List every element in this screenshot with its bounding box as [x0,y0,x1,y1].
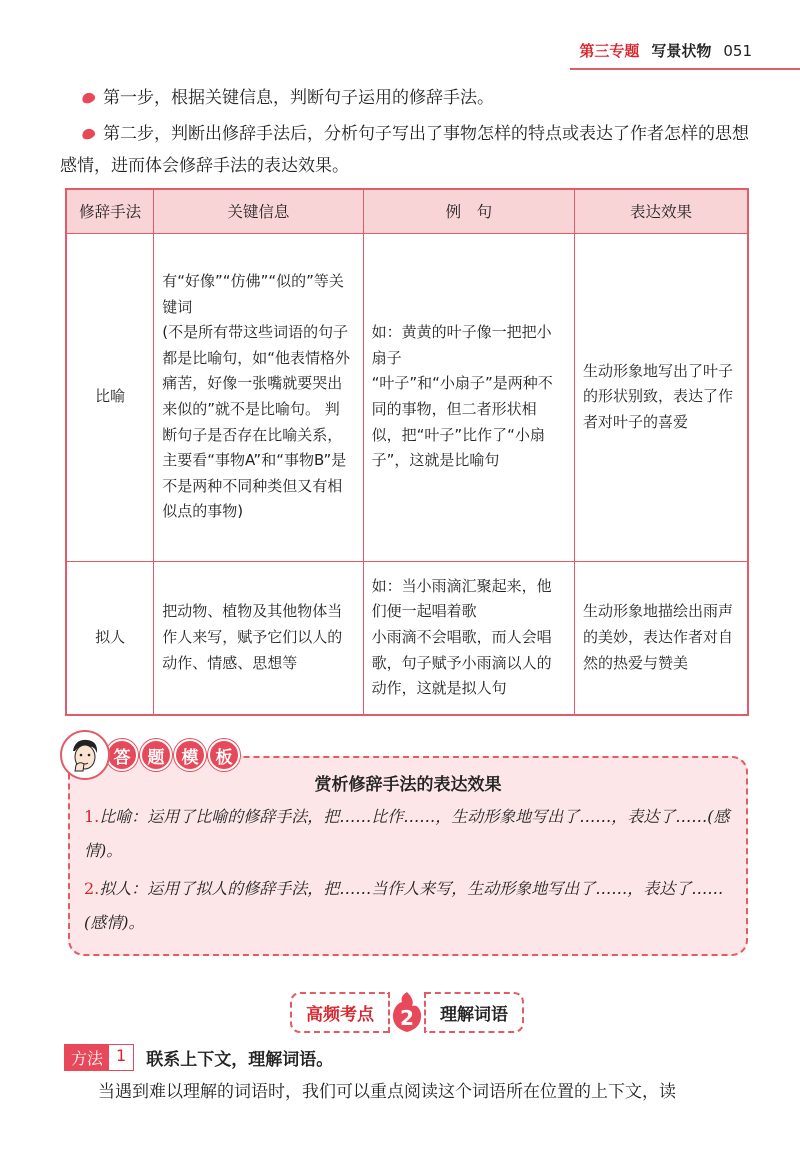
key-info-cell: 把动物、植物及其他物体当作人来写，赋予它们以人的动作、情感、思想等 [154,561,363,715]
item-text: 比喻：运用了比喻的修辞手法，把……比作……，生动形象地写出了……，表达了……(感情)。 [84,807,730,860]
table-row [66,233,748,561]
column-header: 表达效果 [575,189,748,233]
flame-number-icon [388,990,426,1034]
table-header-row [66,189,748,233]
step-1-text: 第一步，根据关键信息，判断句子运用的修辞手法。 [103,88,494,108]
badge-char: 答 [106,739,138,771]
topic-label: 第三专题 [579,42,640,60]
template-item [84,872,738,940]
method-label: 方法 [65,1045,109,1070]
thinking-boy-icon [60,730,110,780]
keypoint-number: 2 [400,1006,414,1030]
method-number: 1 [109,1045,133,1070]
item-number: 1. [84,807,100,826]
page-number: 051 [723,42,752,60]
item-number: 2. [84,879,100,898]
column-header: 修辞手法 [66,189,154,233]
item-text: 拟人：运用了拟人的修辞手法，把……当作人来写，生动形象地写出了……，表达了……(感情)。 [84,879,724,932]
step-2 [60,118,750,182]
leaf-bullet-icon [81,91,97,105]
leaf-bullet-icon [81,127,97,141]
method-description: 当遇到难以理解的词语时，我们可以重点阅读这个词语所在位置的上下文，读 [98,1082,676,1102]
page-header [579,40,752,61]
key-info-cell: 有“好像”“仿佛”“似的”等关键词 (不是所有带这些词语的句子都是比喻句，如“他表情格外痛苦，好像一张嘴就要哭出来似的”就不是比喻句。 判断句子是否存在比喻关系，主要看“事物A”和“事物B”是不是两种不同种类但又有相似点的事物) [154,233,363,561]
example-cell: 如：当小雨滴汇聚起来，他们便一起唱着歌 小雨滴不会唱歌，而人会唱歌，句子赋予小雨滴以人的动作，这就是拟人句 [363,561,574,715]
effect-cell: 生动形象地描绘出雨声的美妙，表达作者对自然的热爱与赞美 [575,561,748,715]
badge-char: 模 [174,739,206,771]
method-tag [64,1044,134,1071]
badge-char: 题 [140,739,172,771]
column-header: 例 句 [363,189,574,233]
keypoint-title: 理解词语 [424,992,524,1033]
header-divider [570,68,800,70]
keypoint-banner [290,990,524,1034]
step-1 [60,82,750,114]
template-item [84,800,738,868]
example-cell: 如：黄黄的叶子像一把把小扇子 “叶子”和“小扇子”是两种不同的事物，但二者形状相似，把“叶子”比作了“小扇子”，这就是比喻句 [363,233,574,561]
step-2-text: 第二步，判断出修辞手法后，分析句子写出了事物怎样的特点或表达了作者怎样的思想感情，进而体会修辞手法的表达效果。 [60,124,749,176]
badge-chars [106,739,240,771]
rhetoric-name: 比喻 [66,233,154,561]
rhetoric-name: 拟人 [66,561,154,715]
method-title: 联系上下文，理解词语。 [146,1050,334,1070]
badge-char: 板 [208,739,240,771]
column-header: 关键信息 [154,189,363,233]
section-title: 写景状物 [651,42,712,60]
table-row [66,561,748,715]
effect-cell: 生动形象地写出了叶子的形状别致，表达了作者对叶子的喜爱 [575,233,748,561]
template-title: 赏析修辞手法的表达效果 [314,775,502,795]
rhetoric-table [65,188,749,716]
keypoint-label: 高频考点 [290,992,390,1033]
method-row [64,1044,333,1071]
